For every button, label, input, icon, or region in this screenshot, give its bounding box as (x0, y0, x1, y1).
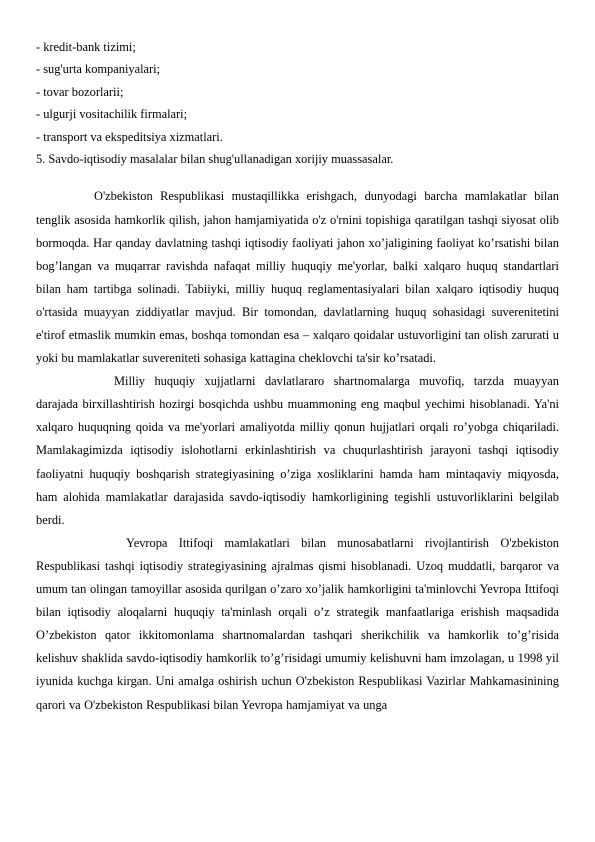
paragraph: Yevropa Ittifoqi mamlakatlari bilan munosabatlarni rivojlantirish O'zbekiston Respublikasi tashqi iqtisodiy strategiyasining ajralmas qismi hisoblanadi. Uzoq muddatli, barqaror va umum tan olingan tamoyillar asosida qurilgan o’zaro xo’jalik hamkorligini ta'minlovchi Yevropa Ittifoqi bilan iqtisodiy aloqalarni huquqiy ta'minlash orqali o’z strategik manfaatlariga erishish maqsadida O’zbekiston qator ikkitomonlama shartnomalardan tashqari sherikchilik va hamkorlik to’g’risida kelishuv shaklida savdo-iqtisodiy hamkorlik to’g’risidagi umumiy kelishuvni ham imzolagan, u 1998 yil iyunida kuchga kirgan. Uni amalga oshirish uchun O'zbekiston Respublikasi Vazirlar Mahkamasinining qarori va O'zbekiston Respublikasi bilan Yevropa hamjamiyat va unga (36, 535, 559, 712)
list-item: - kredit-bank tizimi; (36, 40, 136, 54)
document-page (36, 36, 559, 717)
list-item: - tovar bozorlarii; (36, 84, 124, 99)
paragraph: Milliy huquqiy xujjatlarni davlatlararo shartnomalarga muvofiq, tarzda muayyan darajada birxillashtirish hozirgi bosqichda ushbu muammoning eng maqbul yechimi hisoblanadi. Ya'ni xalqaro huquqning qoida va me'yorlari amaliyotda milliy qonun hujjatlari orqali ro’yobga chiqariladi. Mamlakagimizda iqtisodiy islohotlarni erkinlashtirish va chuqurlashtirish jarayoni tashqi iqtisodiy faoliyatni huquqiy boshqarish strategiyasining o’ziga xosliklarini hamda ham mintaqaviy miqyosda, ham alohida mamlakatlar darajasida savdo-iqtisodiy hamkorligining tegishli ustuvorliklarini belgilab berdi. (36, 374, 559, 527)
paragraph: O'zbekiston Respublikasi mustaqillikka erishgach, dunyodagi barcha mamlakatlar bilan tenglik asosida hamkorlik qilish, jahon hamjamiyatida o'z o'rnini topishiga qaratilgan tashqi siyosat olib bormoqda. Har qanday davlatning tashqi iqtisodiy faoliyati jahon xo’jaligining faoliyat ko’rsatishi bilan bog’langan va muqarrar ravishda nafaqat milliy huquqiy me'yorlar, balki xalqaro huquq standartlari bilan ham tartibga solinadi. Tabiiyki, milliy huquq reglamentasiyalari bilan xalqaro iqtisodiy huquq o'rtasida muayyan ziddiyatlar mavjud. Bir tomondan, davlatlarning huquq sohasidagi suverenitetini e'tirof etmaslik mumkin emas, boshqa tomondan esa – xalqaro qoidalar ustuvorligini tan olish zarurati u yoki bu mamlakatlar suvereniteti sohasiga kattagina cheklovchi ta'sir ko’rsatadi. (36, 189, 559, 366)
paragraph-gap (36, 170, 559, 185)
list-item: - ulgurji vositachilik firmalari; (36, 107, 188, 122)
section-heading: 5. Savdo-iqtisodiy masalalar bilan shug'ullanadigan xorijiy muassasalar. (36, 152, 394, 167)
list-item: - transport va ekspeditsiya xizmatlari. (36, 129, 223, 144)
list-item: - sug'urta kompaniyalari; (36, 62, 161, 77)
